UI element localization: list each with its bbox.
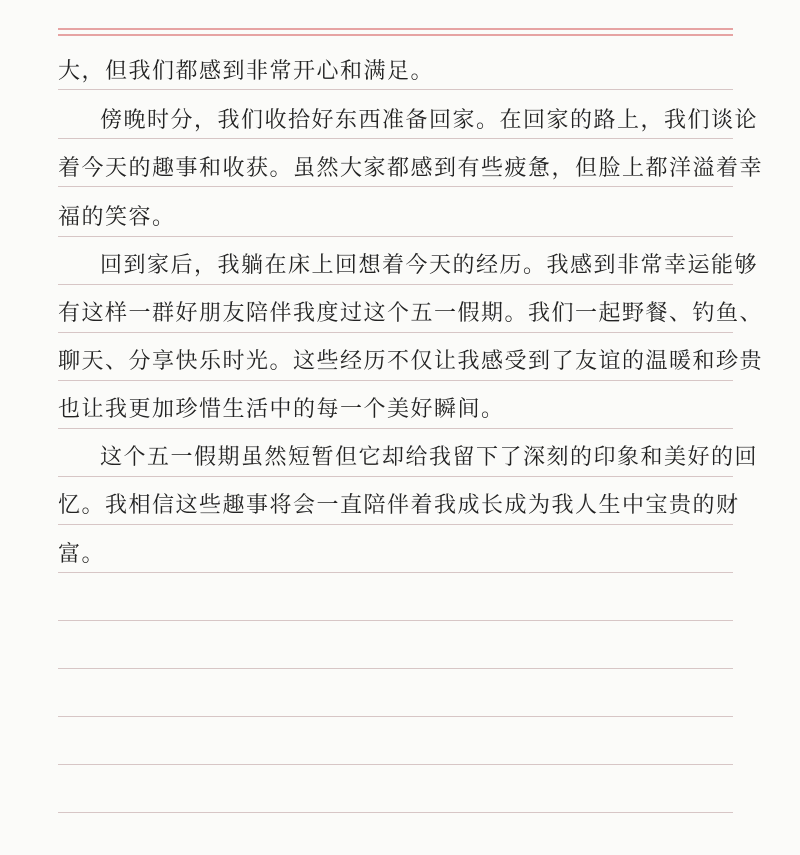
ruled-line — [58, 716, 733, 717]
ruled-line — [58, 620, 733, 621]
ruled-line — [58, 284, 733, 285]
ruled-line — [58, 476, 733, 477]
text-line-10: 忆。我相信这些趣事将会一直陪伴着我成长成为我人生中宝贵的财 — [58, 493, 740, 518]
text-line-1: 大，但我们都感到非常开心和满足。 — [58, 59, 435, 84]
ruled-line — [58, 332, 733, 333]
text-line-5: 回到家后，我躺在床上回想着今天的经历。我感到非常幸运能够 — [100, 253, 759, 278]
text-line-2: 傍晚时分，我们收拾好东西准备回家。在回家的路上，我们谈论 — [100, 108, 759, 133]
ruled-line — [58, 572, 733, 573]
ruled-line — [58, 236, 733, 237]
ruled-line — [58, 89, 733, 90]
ruled-line — [58, 812, 733, 813]
text-line-9: 这个五一假期虽然短暂但它却给我留下了深刻的印象和美好的回 — [100, 445, 759, 470]
ruled-line — [58, 138, 733, 139]
ruled-line — [58, 668, 733, 669]
top-red-rule-2 — [58, 34, 733, 36]
ruled-line — [58, 428, 733, 429]
ruled-line — [58, 524, 733, 525]
ruled-line — [58, 380, 733, 381]
ruled-line — [58, 764, 733, 765]
text-line-3: 着今天的趣事和收获。虽然大家都感到有些疲惫，但脸上都洋溢着幸 — [58, 156, 764, 181]
top-red-rule-1 — [58, 28, 733, 30]
ruled-line — [58, 186, 733, 187]
text-line-6: 有这样一群好朋友陪伴我度过这个五一假期。我们一起野餐、钓鱼、 — [58, 301, 764, 326]
text-line-7: 聊天、分享快乐时光。这些经历不仅让我感受到了友谊的温暖和珍贵 — [58, 349, 764, 374]
text-line-8: 也让我更加珍惜生活中的每一个美好瞬间。 — [58, 397, 505, 422]
text-line-11: 富。 — [58, 542, 106, 567]
text-line-4: 福的笑容。 — [58, 205, 176, 230]
